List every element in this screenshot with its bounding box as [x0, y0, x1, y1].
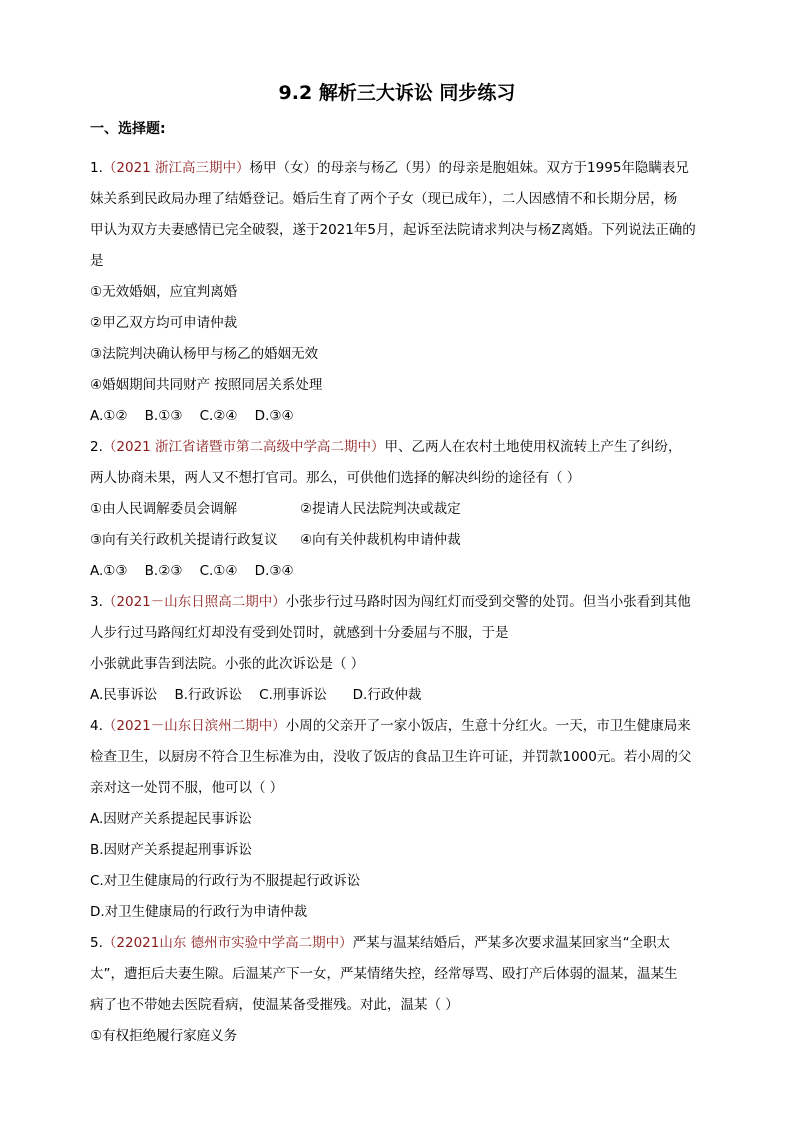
q1-line-4: 是	[90, 253, 104, 269]
q1-statement-1: ①无效婚姻，应宜判离婚	[90, 284, 238, 300]
q1-source: （2021 浙江高三期中）	[102, 160, 250, 176]
q4-line-3: 亲对这一处罚不服，他可以（ ）	[90, 780, 284, 796]
q4-line-1	[90, 716, 691, 736]
q5-line-2: 太”，遭拒后夫妻生隙。后温某产下一女，严某情绪失控，经常辱骂、殴打产后体弱的温某，温某生	[90, 966, 678, 982]
q5-statement-1: ①有权拒绝履行家庭义务	[90, 1028, 238, 1044]
q1-number: 1.	[90, 160, 103, 176]
q2-statements-row-2	[90, 530, 461, 550]
q4-option-c: C.对卫生健康局的行政行为不服提起行政诉讼	[90, 873, 361, 889]
q5-stem-start: 严某与温某结婚后，严某多次要求温某回家当“全职太	[352, 935, 671, 951]
q4-option-d: D.对卫生健康局的行政行为申请仲裁	[90, 904, 308, 920]
q1-line-1	[90, 158, 689, 178]
q1-options: A.①② B.①③ C.②④ D.③④	[90, 408, 294, 424]
q3-line-1	[90, 592, 691, 612]
q3-source: （2021－山东日照高二期中）	[102, 594, 286, 610]
q2-statement-2: ②提请人民法院判决或裁定	[300, 501, 461, 517]
q1-stem-start: 杨甲（女）的母亲与杨乙（男）的母亲是胞姐妹。双方于1995年隐瞒表兄	[249, 160, 689, 176]
q1-statement-3: ③法院判决确认杨甲与杨乙的婚姻无效	[90, 346, 319, 362]
q4-option-a: A.因财产关系提起民事诉讼	[90, 811, 252, 827]
q2-statement-3: ③向有关行政机关提请行政复议	[90, 532, 278, 548]
q2-source: （2021 浙江省诸暨市第二高级中学高二期中）	[102, 439, 385, 455]
q1-line-2: 妹关系到民政局办理了结婚登记。婚后生育了两个子女（现已成年），二人因感情不和长期分居，杨	[90, 191, 678, 207]
q2-statements-row-1	[90, 499, 461, 519]
q5-line-3: 病了也不带她去医院看病，使温某备受摧残。对此，温某（ ）	[90, 997, 459, 1013]
q4-option-b: B.因财产关系提起刑事诉讼	[90, 842, 253, 858]
q1-statement-4: ④婚姻期间共同财产 按照同居关系处理	[90, 377, 323, 393]
q4-stem-start: 小周的父亲开了一家小饭店，生意十分红火。一天，市卫生健康局来	[285, 718, 691, 734]
q4-source: （2021－山东日滨州二期中）	[102, 718, 286, 734]
section-heading: 一、选择题:	[90, 121, 166, 137]
q3-number: 3.	[90, 594, 103, 610]
q2-number: 2.	[90, 439, 103, 455]
q2-statement-1: ①由人民调解委员会调解	[90, 501, 238, 517]
q3-line-2: 人步行过马路闯红灯却没有受到处罚时，就感到十分委屈与不服，于是	[90, 625, 509, 641]
q5-source: （22021山东 德州市实验中学高二期中）	[102, 935, 353, 951]
q2-stem-start: 甲、乙两人在农村土地使用权流转上产生了纠纷，	[384, 439, 682, 455]
q3-options: A.民事诉讼 B.行政诉讼 C.刑事诉讼 D.行政仲裁	[90, 687, 422, 703]
q4-number: 4.	[90, 718, 103, 734]
q3-line-3: 小张就此事告到法院。小张的此次诉讼是（ ）	[90, 656, 365, 672]
q1-line-3: 甲认为双方夫妻感情已完全破裂，遂于2021年5月，起诉至法院请求判决与杨Z离婚。下列说法正确的	[90, 222, 696, 238]
page-title: 9.2 解析三大诉讼 同步练习	[278, 82, 516, 104]
q2-options: A.①③ B.②③ C.①④ D.③④	[90, 563, 294, 579]
q3-stem-start: 小张步行过马路时因为闯红灯而受到交警的处罚。但当小张看到其他	[285, 594, 691, 610]
q1-statement-2: ②甲乙双方均可申请仲裁	[90, 315, 238, 331]
q2-line-2: 两人协商未果，两人又不想打官司。那么，可供他们选择的解决纠纷的途径有（ ）	[90, 470, 581, 486]
q2-line-1	[90, 437, 682, 457]
q5-line-1	[90, 933, 670, 953]
q4-line-2: 检查卫生，以厨房不符合卫生标准为由，没收了饭店的食品卫生许可证，并罚款1000元。若小周的父	[90, 749, 692, 765]
q2-statement-4: ④向有关仲裁机构申请仲裁	[300, 532, 461, 548]
q5-number: 5.	[90, 935, 103, 951]
